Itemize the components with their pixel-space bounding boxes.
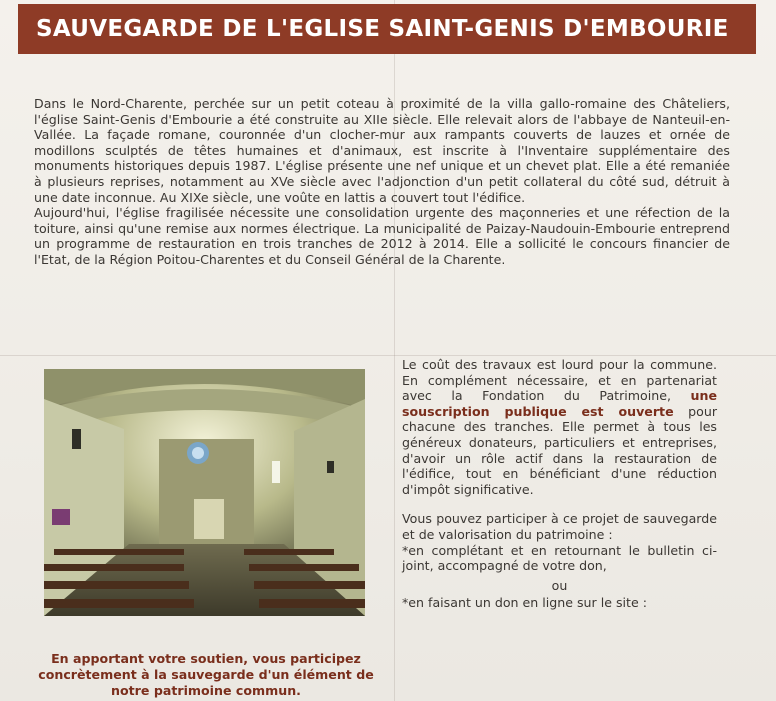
donation-text bbox=[402, 357, 717, 611]
donation-details: pour chacune des tranches. Elle permet à tous les généreux donateurs, particuliers et entreprises, d'avoir un rôle actif dans la restauration de l'édifice, tout en bénéficiant d'une réduction d'impôt significative. bbox=[402, 403, 717, 497]
intro-paragraph-history: Dans le Nord-Charente, perchée sur un petit coteau à proximité de la villa gallo-romaine des Châteliers, l'église Saint-Genis d'Embourie a été construite au XIIe siècle. Elle relevait alors de l'abbaye de Nanteuil-en-Vallée. La façade romane, couronnée d'un clocher-mur aux rampants couverts de lauzes et ornée de modillons sculptés de têtes humaines et d'animaux, est inscrite à l'Inventaire supplémentaire des monuments historiques depuis 1987. L'église présente une nef unique et un chevet plat. Elle a été remaniée à plusieurs reprises, notamment au XVe siècle avec l'adjonction d'un petit collateral du côté sud, détruit à une date inconnue. Au XIXe siècle, une voûte en lattis a couvert tout l'édifice. bbox=[34, 96, 730, 205]
church-interior-photo bbox=[44, 369, 365, 616]
bulletin-option: *en complétant et en retournant le bulletin ci-joint, accompagné de votre don, bbox=[402, 542, 717, 574]
donation-paragraph bbox=[402, 357, 717, 497]
participation-paragraph: Vous pouvez participer à ce projet de sauvegarde et de valorisation du patrimoine : bbox=[402, 511, 717, 542]
fold-line-horizontal bbox=[0, 355, 776, 356]
or-separator: ou bbox=[551, 577, 568, 593]
donation-intro: Le coût des travaux est lourd pour la commune. En complément nécessaire, et en partenariat avec la Fondation du Patrimoine, bbox=[402, 357, 717, 404]
page-title: SAUVEGARDE DE L'EGLISE SAINT-GENIS D'EMBOURIE bbox=[36, 16, 729, 42]
subscription-highlight: une souscription publique est ouverte bbox=[402, 388, 717, 419]
support-caption: En apportant votre soutien, vous participez concrètement à la sauvegarde d'un élément de notre patrimoine commun. bbox=[38, 651, 374, 698]
title-banner bbox=[18, 4, 756, 54]
intro-text bbox=[34, 96, 730, 268]
church-nave-illustration bbox=[44, 369, 365, 616]
online-option: *en faisant un don en ligne sur le site : bbox=[402, 595, 647, 611]
intro-paragraph-restoration: Aujourd'hui, l'église fragilisée nécessite une consolidation urgente des maçonneries et une réfection de la toiture, ainsi qu'une remise aux normes électrique. La municipalité de Paizay-Naudouin-Embourie entreprend un programme de restauration en trois tranches de 2012 à 2014. Elle a sollicité le concours financier de l'Etat, de la Région Poitou-Charentes et du Conseil Général de la Charente. bbox=[34, 205, 730, 267]
